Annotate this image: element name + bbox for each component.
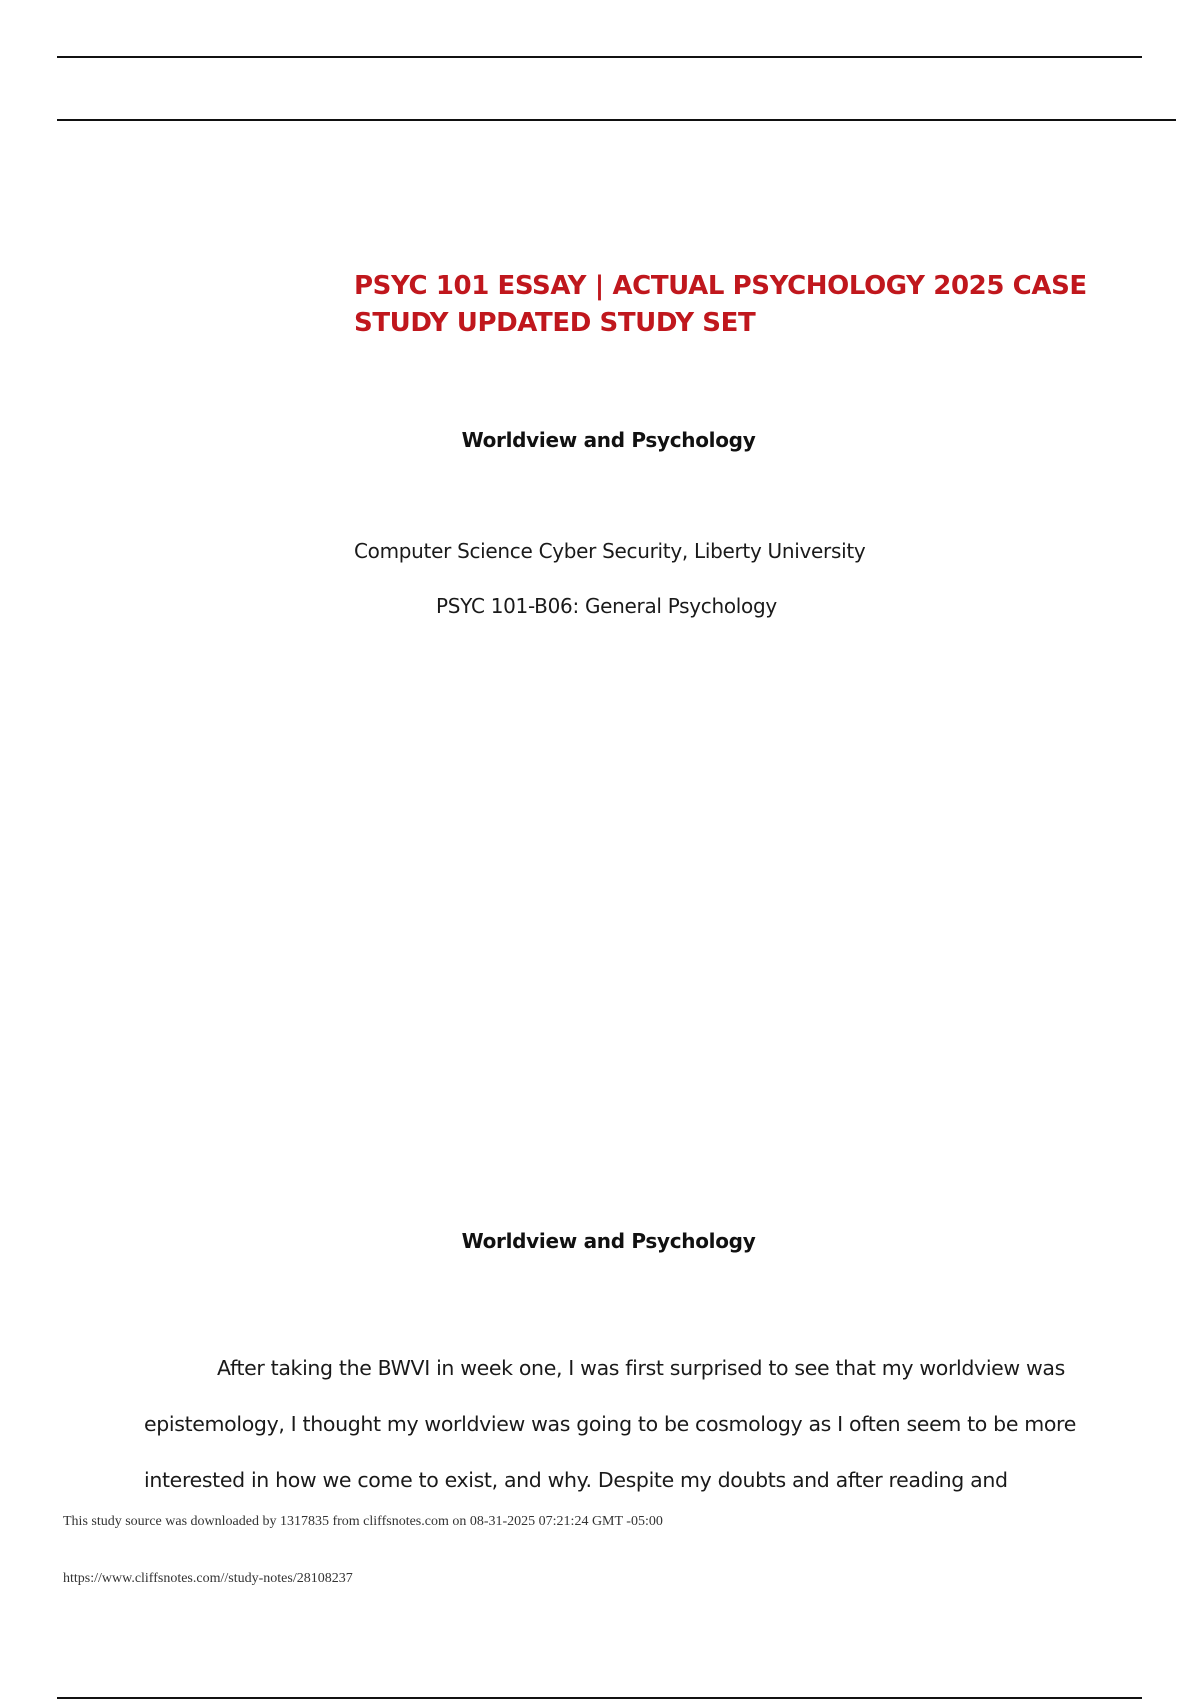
document-title <box>354 268 1114 342</box>
body-line-3: interested in how we come to exist, and why. Despite my doubts and after reading and <box>144 1468 1008 1492</box>
cover-heading: Worldview and Psychology <box>461 428 756 452</box>
body-paragraph <box>144 1340 1084 1508</box>
document-title-line-2: STUDY UPDATED STUDY SET <box>354 308 756 338</box>
author-affiliation: Computer Science Cyber Security, Liberty University <box>354 539 866 563</box>
download-note: This study source was downloaded by 1317835 from cliffsnotes.com on 08-31-2025 07:21:24 GMT -05:00 <box>63 1514 663 1529</box>
header-rule-bottom <box>57 119 1176 121</box>
document-title-line-1: PSYC 101 ESSAY | ACTUAL PSYCHOLOGY 2025 CASE <box>354 271 1087 301</box>
body-line-2: epistemology, I thought my worldview was going to be cosmology as I often seem to be more <box>144 1412 1076 1436</box>
header-rule-top <box>57 56 1142 58</box>
course-name: PSYC 101-B06: General Psychology <box>436 594 777 618</box>
body-line-1: After taking the BWVI in week one, I was first surprised to see that my worldview was <box>217 1356 1065 1380</box>
source-url[interactable]: https://www.cliffsnotes.com//study-notes/28108237 <box>63 1571 353 1586</box>
body-heading: Worldview and Psychology <box>461 1229 756 1253</box>
footer-rule <box>57 1697 1142 1699</box>
